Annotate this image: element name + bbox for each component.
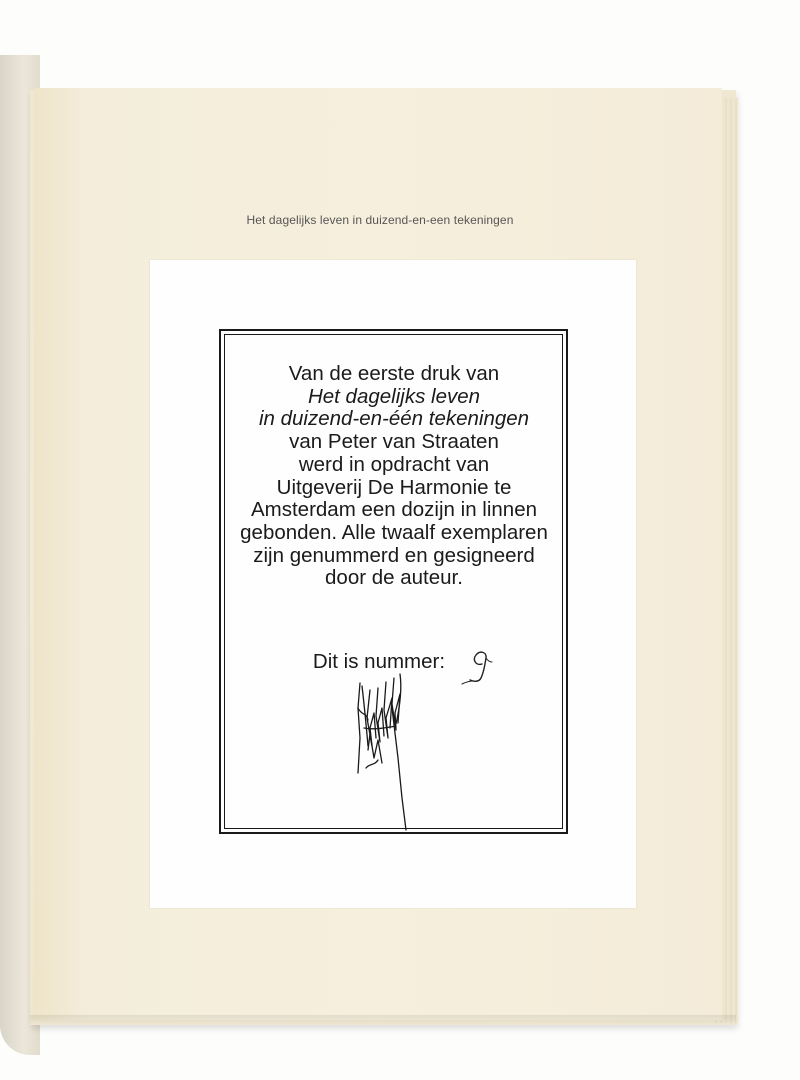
colophon-line: gebonden. Alle twaalf exemplaren <box>240 520 548 544</box>
colophon-line: door de auteur. <box>325 566 463 590</box>
page-shadow <box>30 1015 736 1025</box>
colophon-line: zijn genummerd en gesigneerd <box>253 543 535 567</box>
handwritten-number <box>460 640 500 690</box>
colophon-text <box>226 363 562 590</box>
colophon-line: werd in opdracht van <box>298 452 490 476</box>
colophon-line: Van de eerste druk van <box>288 362 500 385</box>
copy-number-label: Dit is nummer: <box>312 650 446 673</box>
colophon-title-line: Het dagelijks leven <box>307 384 481 408</box>
colophon-title-line: in duizend-en-één tekeningen <box>258 407 530 431</box>
author-signature <box>340 668 430 838</box>
running-head: Het dagelijks leven in duizend-en-een tekeningen <box>246 213 514 227</box>
colophon-line: Amsterdam een dozijn in linnen <box>250 498 538 522</box>
colophon-line: van Peter van Straaten <box>289 430 499 454</box>
colophon-line: Uitgeverij De Harmonie te <box>276 475 512 499</box>
